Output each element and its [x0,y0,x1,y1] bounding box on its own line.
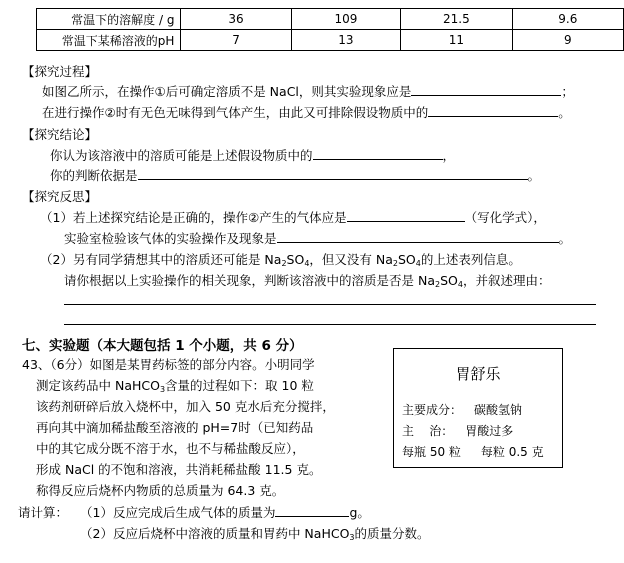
text: SO [440,273,458,288]
table-cell: 11 [401,30,513,51]
reflection-q2a [40,250,521,268]
table-cell: 36 [181,9,291,30]
conclusion-heading: 【探究结论】 [22,127,98,142]
row-label: 常温下的溶解度 / g [37,9,181,30]
answer-line[interactable] [64,304,596,305]
subscript: 4 [415,259,421,268]
process-heading: 【探究过程】 [22,64,98,79]
answer-blank[interactable] [138,167,528,180]
answer-blank[interactable] [277,230,559,243]
answer-blank[interactable] [313,147,443,160]
value: 胃酸过多 [465,424,514,438]
text: SO [286,252,305,267]
text: （2）另有同学猜想其中的溶质还可能是 Na [40,252,282,267]
dose-row [402,443,544,460]
text: g。 [349,505,370,520]
question-text: 中的其它成分既不溶于水，也不与稀盐酸反应）， [36,441,305,456]
text: （1）若上述探究结论是正确的，操作②产生的气体应是 [40,210,347,225]
reflection-q2b [64,271,550,289]
text: 的上述表列信息。 [420,252,521,267]
text: 在进行操作②时有无色无味得到气体产生，由此又可排除假设物质中的 [42,105,429,120]
reflection-q1a [40,208,546,226]
calc-item-1 [80,503,370,521]
row-label: 常温下某稀溶液的pH [37,30,181,51]
text: （2）反应后烧杯中溶液的质量和胃药中 NaHCO [80,526,350,541]
text: 如图乙所示，在操作①后可确定溶质不是 NaCl，则其实验现象应是 [42,84,412,99]
process-line-2 [42,103,571,121]
key: 主 治： [402,424,454,438]
text: 。 [527,168,541,183]
conclusion-line-2 [50,166,540,184]
drug-label [393,348,563,468]
text: 你的判断依据是 [50,168,138,183]
text: （写化学式）， [464,210,546,225]
ingredient-row [402,401,522,418]
question-text [36,376,314,394]
key: 主要成分： [402,403,463,417]
text: 含量的过程如下：取 10 粒 [165,378,314,393]
table-row [37,30,624,51]
question-text: 43、（6分）如图是某胃药标签的部分内容。小明同学 [22,357,315,372]
question-text: 再向其中滴加稀盐酸至溶液的 pH=7时（已知药品 [36,420,314,435]
question-text: 称得反应后烧杯内物质的总质量为 64.3 克。 [36,483,285,498]
subscript: 4 [457,280,463,289]
text: ； [561,84,574,99]
answer-blank[interactable] [411,83,561,96]
subscript: 3 [349,533,355,542]
process-line-1 [42,82,574,100]
text: SO [398,252,416,267]
per-pill: 每粒 0.5 克 [480,445,544,459]
question-text: 形成 NaCl 的不饱和溶液，共消耗稀盐酸 11.5 克。 [36,462,322,477]
text: ， [442,148,456,163]
table-cell: 21.5 [401,9,513,30]
text: 你认为该溶液中的溶质可能是上述假设物质中的 [50,148,313,163]
drug-name: 胃舒乐 [455,365,501,383]
text: （1）反应完成后生成气体的质量为 [80,505,276,520]
text: 。 [558,231,572,246]
subscript: 2 [435,280,441,289]
reflection-heading: 【探究反思】 [22,189,98,204]
value: 碳酸氢钠 [474,403,523,417]
question-text: 该药剂研碎后放入烧杯中，加入 50 克水后充分搅拌， [36,399,335,414]
answer-blank[interactable] [428,104,558,117]
subscript: 2 [392,259,398,268]
table-cell: 9.6 [512,9,623,30]
table-row [37,9,624,30]
text: 。 [558,105,571,120]
calc-label: 请计算： [18,505,69,520]
conclusion-line-1 [50,146,455,164]
reflection-q1b [64,229,571,247]
answer-blank[interactable] [347,209,465,222]
subscript: 2 [281,259,287,268]
table-cell: 13 [291,30,400,51]
table-cell: 109 [291,9,400,30]
table-cell: 7 [181,30,291,51]
solubility-ph-table [36,8,624,51]
calc-item-2 [80,524,430,542]
answer-line[interactable] [64,324,596,325]
treat-row [402,422,513,439]
subscript: 4 [304,259,310,268]
text: ，但又没有 Na [309,252,393,267]
text: ，并叙述理由： [462,273,551,288]
section-title: 七、实验题（本大题包括 1 个小题，共 6 分） [22,338,303,354]
bottle-count: 每瓶 50 粒 [402,445,461,459]
text: 实验室检验该气体的实验操作及现象是 [64,231,277,246]
subscript: 3 [159,385,166,394]
text: 的质量分数。 [354,526,430,541]
text: 请你根据以上实验操作的相关现象，判断该溶液中的溶质是否是 Na [64,273,435,288]
table-cell: 9 [512,30,623,51]
text: 测定该药品中 NaHCO [36,378,160,393]
answer-blank[interactable] [275,504,349,517]
